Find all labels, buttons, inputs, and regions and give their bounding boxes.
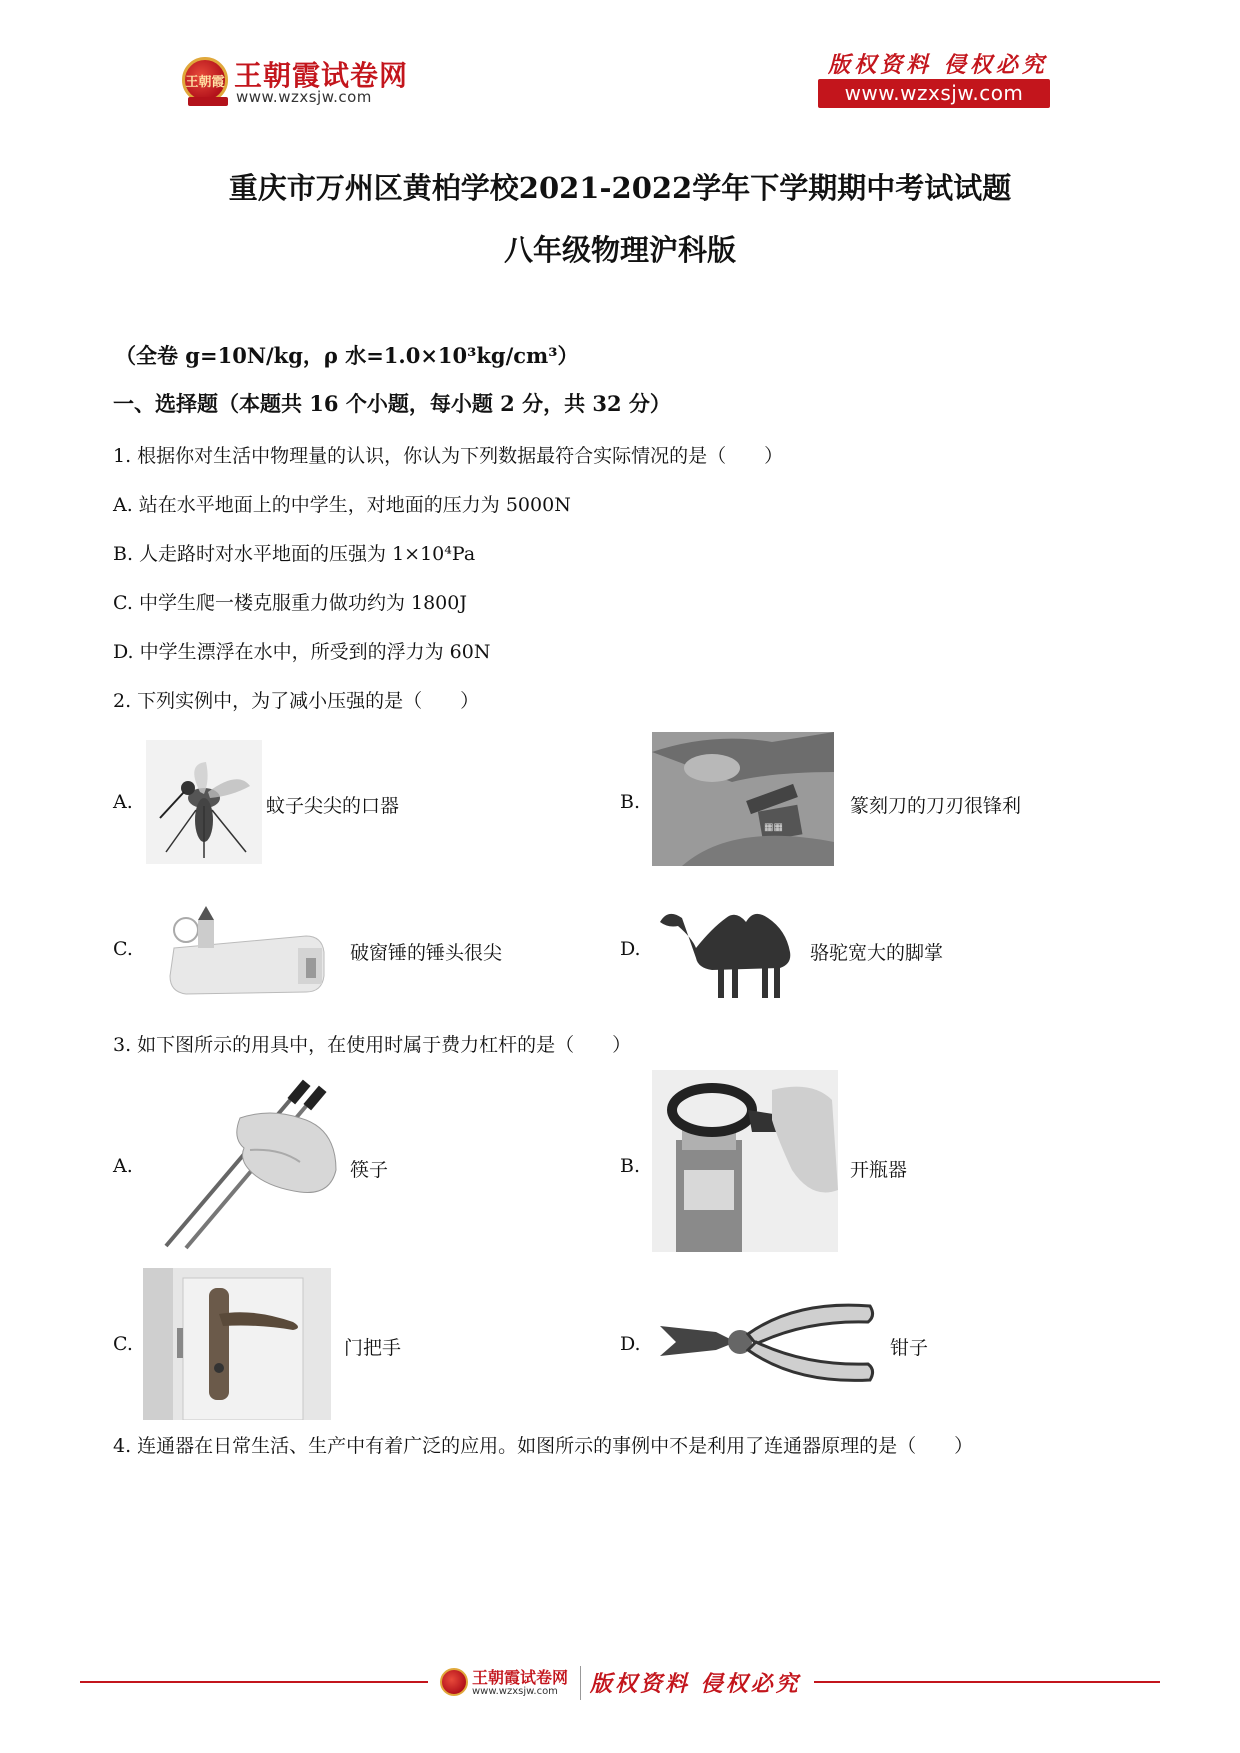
logo-url[interactable]: www.wzxsjw.com xyxy=(236,88,372,106)
question-2-option-a-label: A. xyxy=(113,791,133,813)
pliers-image xyxy=(656,1288,876,1396)
question-2-option-c-label: C. xyxy=(113,938,133,960)
svg-text:▦▦: ▦▦ xyxy=(764,822,783,833)
question-2-option-c-text: 破窗锤的锤头很尖 xyxy=(350,942,503,964)
logo-badge-icon: 王朝霞 xyxy=(182,57,228,103)
carving-knife-image xyxy=(652,732,834,866)
question-3-option-b-text: 开瓶器 xyxy=(850,1159,908,1181)
footer-separator xyxy=(580,1666,581,1700)
question-1-option-b: B. 人走路时对水平地面的压强为 1×10⁴Pa xyxy=(113,543,476,565)
footer-copyright-notice: 版权资料 侵权必究 xyxy=(590,1671,801,1697)
question-2-option-b-label: B. xyxy=(620,791,641,813)
question-3-stem: 3. 如下图所示的用具中，在使用时属于费力杠杆的是（ ） xyxy=(113,1034,632,1056)
question-2-option-d-text: 骆驼宽大的脚掌 xyxy=(810,942,944,964)
question-3-option-b-label: B. xyxy=(620,1155,641,1177)
footer-divider-left xyxy=(80,1681,428,1683)
question-1-option-c: C. 中学生爬一楼克服重力做功约为 1800J xyxy=(113,592,467,614)
footer-divider-right xyxy=(814,1681,1160,1683)
window-breaker-image xyxy=(146,896,342,1004)
chopsticks-image xyxy=(160,1078,338,1250)
bottle-opener-image xyxy=(652,1070,838,1252)
logo-ribbon xyxy=(188,97,228,106)
footer-logo-icon xyxy=(440,1668,468,1696)
question-3-option-a-text: 筷子 xyxy=(350,1159,389,1181)
question-1-option-a: A. 站在水平地面上的中学生，对地面的压力为 5000N xyxy=(113,494,571,516)
copyright-notice: 版权资料 侵权必究 xyxy=(828,52,1048,78)
document-subtitle: 八年级物理沪科版 xyxy=(503,233,736,267)
mosquito-image xyxy=(146,740,262,864)
footer-logo-name: 王朝霞试卷网 xyxy=(472,1668,569,1687)
footer-logo-url[interactable]: www.wzxsjw.com xyxy=(472,1686,558,1697)
section-heading: 一、选择题（本题共 16 个小题，每小题 2 分，共 32 分） xyxy=(113,391,671,416)
question-2-option-b-text: 篆刻刀的刀刃很锋利 xyxy=(850,795,1022,817)
document-title: 重庆市万州区黄柏学校2021-2022学年下学期期中考试试题 xyxy=(228,171,1012,205)
question-3-option-a-label: A. xyxy=(113,1155,133,1177)
question-3-option-c-text: 门把手 xyxy=(344,1337,402,1359)
question-3-option-c-label: C. xyxy=(113,1333,133,1355)
question-2-option-d-label: D. xyxy=(620,938,641,960)
constants-note: （全卷 g=10N/kg，ρ 水=1.0×10³kg/cm³） xyxy=(115,343,579,368)
question-1-stem: 1. 根据你对生活中物理量的认识，你认为下列数据最符合实际情况的是（ ） xyxy=(113,445,784,467)
question-4-stem: 4. 连通器在日常生活、生产中有着广泛的应用。如图所示的事例中不是利用了连通器原理的是（ ） xyxy=(113,1435,974,1457)
door-handle-image xyxy=(143,1268,331,1420)
question-3-option-d-label: D. xyxy=(620,1333,641,1355)
question-3-option-d-text: 钳子 xyxy=(890,1337,929,1359)
logo-name: 王朝霞试卷网 xyxy=(234,59,409,92)
site-url-box[interactable]: www.wzxsjw.com xyxy=(818,79,1050,108)
question-1-option-d: D. 中学生漂浮在水中，所受到的浮力为 60N xyxy=(113,641,491,663)
question-2-option-a-text: 蚊子尖尖的口器 xyxy=(266,795,400,817)
question-2-stem: 2. 下列实例中，为了减小压强的是（ ） xyxy=(113,690,480,712)
camel-image xyxy=(652,888,808,1004)
